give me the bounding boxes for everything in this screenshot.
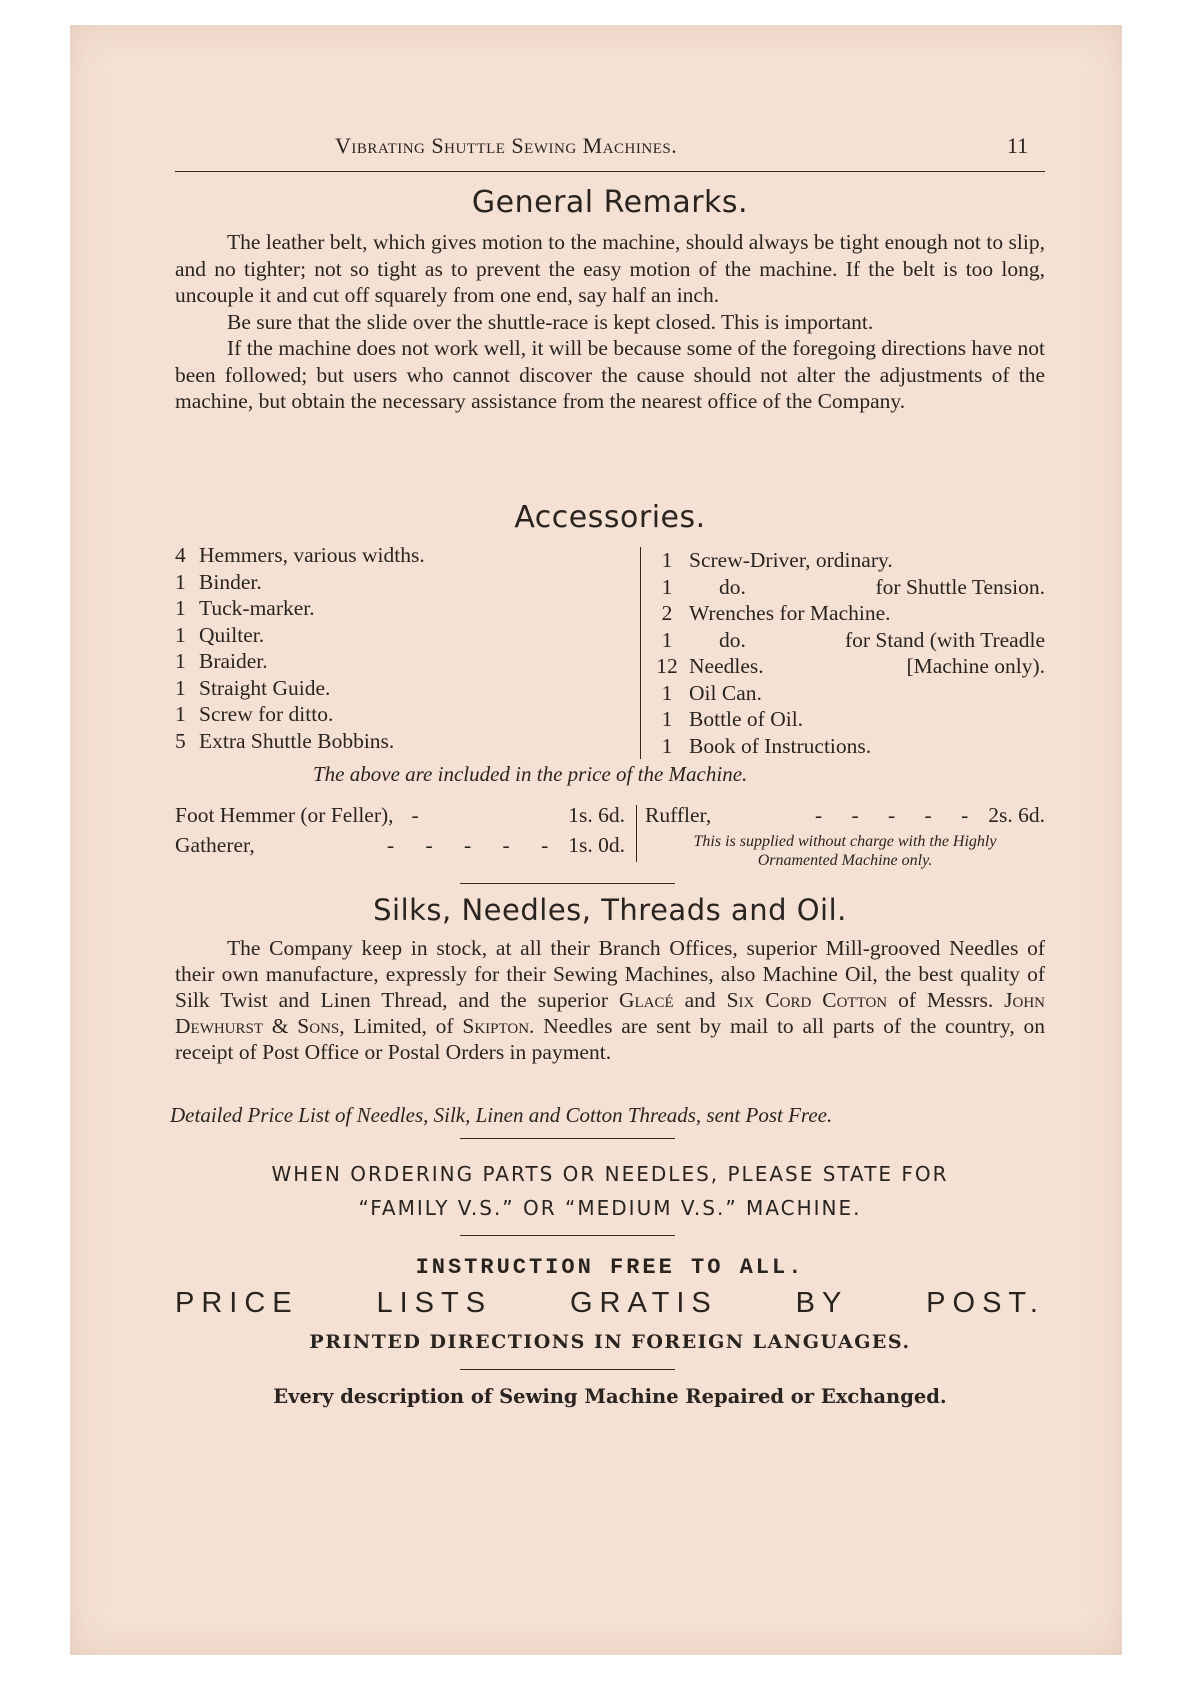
remarks-paragraph: If the machine does not work well, it will be because some of the foregoing directions have not been followed; but users who cannot discover the cause should not alter the adjustments of the machine, but obtain the necessary assistance from the nearest office of the Company. [175, 336, 1045, 413]
every-description: Every description of Sewing Machine Repaired or Exchanged. [273, 1385, 947, 1408]
ordering-line-1: WHEN ORDERING PARTS OR NEEDLES, PLEASE STATE FOR [271, 1162, 949, 1186]
item-text: Braider. [199, 649, 268, 673]
accessories-heading: Accessories. [514, 500, 706, 535]
list-item [175, 802, 625, 832]
ordering-line-2: “FAMILY V.S.” OR “MEDIUM V.S.” MACHINE. [358, 1196, 862, 1220]
header-rule [175, 171, 1045, 172]
page-sheet [70, 25, 1122, 1655]
silks-text: of Messrs. [887, 988, 1005, 1012]
item-text: Needles. [689, 654, 764, 678]
extra-price: 2s. 6d. [988, 803, 1045, 827]
instruction-free: INSTRUCTION FREE TO ALL. [415, 1255, 805, 1280]
item-text: Straight Guide. [199, 675, 331, 700]
section-rule [460, 883, 675, 884]
page-number: 11 [1007, 133, 1029, 158]
list-item [645, 627, 1045, 654]
remarks-paragraph: The leather belt, which gives motion to the machine, should always be tight enough not to slip, and no tighter; not so tight as to prevent the easy motion of the machine. If the belt is too long, uncouple it and cut off squarely from one end, say half an inch. [175, 230, 1045, 307]
item-qty: 1 [661, 680, 673, 705]
accessories-left-list [175, 542, 575, 754]
general-remarks-body [175, 229, 1045, 415]
accessories-right-list [645, 547, 1045, 759]
item-text: Hemmers, various widths. [199, 543, 425, 567]
list-item [175, 675, 575, 702]
silks-text: Limited, of [344, 1014, 463, 1038]
item-text: Oil Can. [689, 680, 762, 705]
item-qty: 12 [656, 654, 678, 678]
item-text: do. [719, 574, 746, 599]
list-item [645, 733, 1045, 760]
extras-note: This is supplied without charge with the Highly Ornamented Machine only. [693, 833, 997, 869]
dewhurst-name: John Dewhurst & Sons, [175, 988, 1046, 1038]
item-qty: 1 [175, 569, 186, 594]
item-text: Bottle of Oil. [689, 707, 804, 731]
section-rule [460, 1369, 675, 1370]
item-qty: 1 [175, 649, 186, 673]
list-item [175, 595, 575, 622]
extra-item: Ruffler, [645, 803, 712, 827]
item-qty: 5 [175, 728, 186, 753]
extra-dashes: - [411, 803, 419, 827]
list-item [645, 653, 1045, 680]
silks-text: and [673, 988, 727, 1012]
silks-text: Needles are sent by mail to all parts of the country, on receipt of Post Office or Postal Orders in payment. [175, 1014, 1045, 1064]
extra-price: 1s. 6d. [568, 803, 625, 827]
printed-directions: PRINTED DIRECTIONS IN FOREIGN LANGUAGES. [309, 1331, 911, 1353]
glace-brand: Glacé [618, 988, 674, 1012]
skipton-name: Skipton. [462, 1014, 535, 1038]
item-text: Screw-Driver, ordinary. [689, 548, 893, 572]
list-item [175, 648, 575, 675]
item-text: Binder. [199, 569, 262, 594]
item-text: Quilter. [199, 622, 265, 647]
item-qty: 1 [175, 675, 186, 700]
extra-dashes: - - - - - [814, 803, 969, 827]
list-item [175, 542, 575, 569]
general-remarks-heading: General Remarks. [471, 185, 749, 220]
extra-price: 1s. 0d. [568, 833, 625, 857]
item-note: for Stand (with Treadle [844, 627, 1045, 652]
price-word: GRATIS [569, 1287, 718, 1319]
price-word: POST. [926, 1287, 1045, 1319]
price-word: PRICE [175, 1287, 299, 1319]
item-qty: 2 [661, 601, 673, 625]
item-qty: 1 [175, 596, 186, 620]
item-qty: 1 [661, 707, 673, 731]
price-lists-line [175, 1287, 1045, 1320]
section-rule [460, 1235, 675, 1236]
item-note: [Machine only). [906, 654, 1045, 678]
item-text: Screw for ditto. [199, 702, 334, 726]
item-text: Tuck-marker. [199, 596, 315, 620]
list-item [645, 802, 1045, 832]
item-text: do. [719, 627, 746, 652]
item-qty: 1 [661, 548, 673, 572]
list-item [175, 728, 575, 755]
list-item [175, 832, 625, 862]
extra-item: Foot Hemmer (or Feller), [175, 803, 394, 827]
item-text: Wrenches for Machine. [689, 601, 891, 625]
extras-column-divider [636, 805, 637, 862]
running-title: Vibrating Shuttle Sewing Machines. [335, 133, 678, 158]
list-item [175, 622, 575, 649]
list-item [175, 701, 575, 728]
extra-item: Gatherer, [175, 833, 255, 857]
remarks-paragraph: Be sure that the slide over the shuttle-race is kept closed. This is important. [227, 309, 874, 334]
list-item [175, 569, 575, 596]
item-text: Extra Shuttle Bobbins. [199, 728, 395, 753]
item-qty: 1 [175, 622, 186, 647]
list-item [645, 680, 1045, 707]
extras-left-list [175, 802, 625, 862]
six-cord-brand: Six Cord Cotton [726, 988, 888, 1012]
item-qty: 4 [175, 543, 186, 567]
accessories-column-divider [640, 547, 641, 759]
list-item [645, 600, 1045, 627]
silks-text: The Company keep in stock, at all their Branch Offices, superior Mill-grooved Needles of their own manufacture, expressly for their Sewing Machines, also Machine Oil, the best quality of Silk Twist and Linen Thread, and the superior [175, 936, 1045, 1012]
extras-right [645, 802, 1045, 870]
item-qty: 1 [661, 733, 673, 758]
item-text: Book of Instructions. [689, 733, 872, 758]
silks-body [175, 935, 1045, 1065]
item-note: for Shuttle Tension. [875, 574, 1045, 599]
list-item [645, 706, 1045, 733]
price-word: BY [795, 1287, 849, 1319]
included-note: The above are included in the price of the Machine. [313, 762, 748, 786]
extra-dashes: - - - - - [386, 833, 549, 857]
silks-heading: Silks, Needles, Threads and Oil. [373, 893, 847, 927]
item-qty: 1 [661, 627, 673, 652]
list-item [645, 547, 1045, 574]
item-qty: 1 [175, 702, 186, 726]
silks-paragraph [175, 935, 1045, 1065]
list-item [645, 574, 1045, 601]
price-word: LISTS [376, 1287, 493, 1319]
item-qty: 1 [661, 574, 673, 599]
section-rule [460, 1138, 675, 1139]
price-list-note: Detailed Price List of Needles, Silk, Linen and Cotton Threads, sent Post Free. [170, 1103, 833, 1127]
